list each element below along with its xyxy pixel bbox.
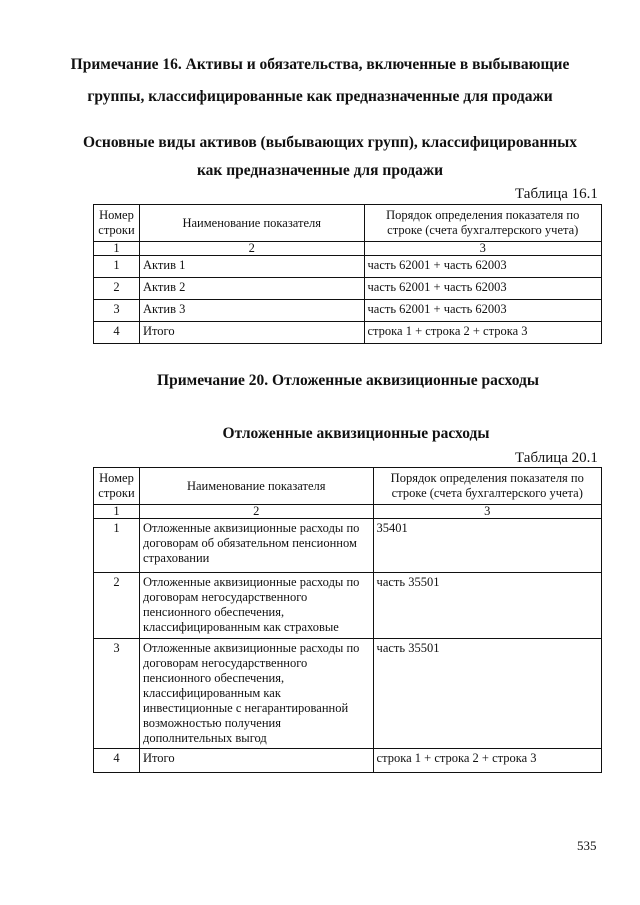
table-row xyxy=(94,573,602,639)
table-row xyxy=(94,300,602,322)
note16-title-line2: группы, классифицированные как предназначенные для продажи xyxy=(87,88,553,105)
table-row xyxy=(94,519,602,573)
note20-title: Примечание 20. Отложенные аквизиционные расходы xyxy=(157,372,539,389)
table-20-1-caption: Таблица 20.1 xyxy=(515,450,598,466)
indicator-name: Актив 1 xyxy=(139,256,364,278)
note16-subtitle-line1: Основные виды активов (выбывающих групп), классифицированных xyxy=(82,134,578,151)
row-number: 2 xyxy=(94,278,140,300)
row-number: 1 xyxy=(94,256,140,278)
header-row-number: Номер строки xyxy=(94,205,140,242)
header-determination-order: Порядок определения показателя по строке (счета бухгалтерского учета) xyxy=(364,205,602,242)
indicator-name: Итого xyxy=(139,749,373,773)
note16-subtitle-line2: как предназначенные для продажи xyxy=(196,162,444,179)
header-indicator-name: Наименование показателя xyxy=(139,468,373,505)
column-number: 3 xyxy=(373,505,601,519)
column-number: 1 xyxy=(94,242,140,256)
accounts: 35401 xyxy=(373,519,601,573)
row-number: 1 xyxy=(94,519,140,573)
column-number: 2 xyxy=(139,242,364,256)
note16-title-line1: Примечание 16. Активы и обязательства, включенные в выбывающие xyxy=(70,56,570,73)
row-number: 3 xyxy=(94,639,140,749)
accounts: часть 62001 + часть 62003 xyxy=(364,278,602,300)
accounts: строка 1 + строка 2 + строка 3 xyxy=(364,322,602,344)
table-row xyxy=(94,639,602,749)
table-16-1-caption: Таблица 16.1 xyxy=(515,186,598,202)
accounts: часть 62001 + часть 62003 xyxy=(364,256,602,278)
accounts: часть 35501 xyxy=(373,573,601,639)
column-number: 1 xyxy=(94,505,140,519)
indicator-name: Актив 3 xyxy=(139,300,364,322)
indicator-name: Отложенные аквизиционные расходы по договорам негосударственного пенсионного обеспечения, классифицированным как инвестиционные с негарантированной возможностью получения дополнительных выгод xyxy=(139,639,373,749)
indicator-name: Отложенные аквизиционные расходы по договорам негосударственного пенсионного обеспечения, классифицированным как страховые xyxy=(139,573,373,639)
row-number: 2 xyxy=(94,573,140,639)
accounts: строка 1 + строка 2 + строка 3 xyxy=(373,749,601,773)
accounts: часть 62001 + часть 62003 xyxy=(364,300,602,322)
column-number: 2 xyxy=(139,505,373,519)
accounts: часть 35501 xyxy=(373,639,601,749)
table-16-1 xyxy=(93,204,602,344)
column-number: 3 xyxy=(364,242,602,256)
header-indicator-name: Наименование показателя xyxy=(139,205,364,242)
indicator-name: Итого xyxy=(139,322,364,344)
header-determination-order: Порядок определения показателя по строке (счета бухгалтерского учета) xyxy=(373,468,601,505)
row-number: 4 xyxy=(94,749,140,773)
header-row-number: Номер строки xyxy=(94,468,140,505)
note20-subtitle: Отложенные аквизиционные расходы xyxy=(222,425,490,442)
page-number: 535 xyxy=(577,838,597,853)
indicator-name: Отложенные аквизиционные расходы по договорам об обязательном пенсионном страховании xyxy=(139,519,373,573)
table-row xyxy=(94,322,602,344)
table-row xyxy=(94,256,602,278)
row-number: 3 xyxy=(94,300,140,322)
table-20-1 xyxy=(93,467,602,773)
table-row xyxy=(94,278,602,300)
row-number: 4 xyxy=(94,322,140,344)
indicator-name: Актив 2 xyxy=(139,278,364,300)
table-row xyxy=(94,749,602,773)
